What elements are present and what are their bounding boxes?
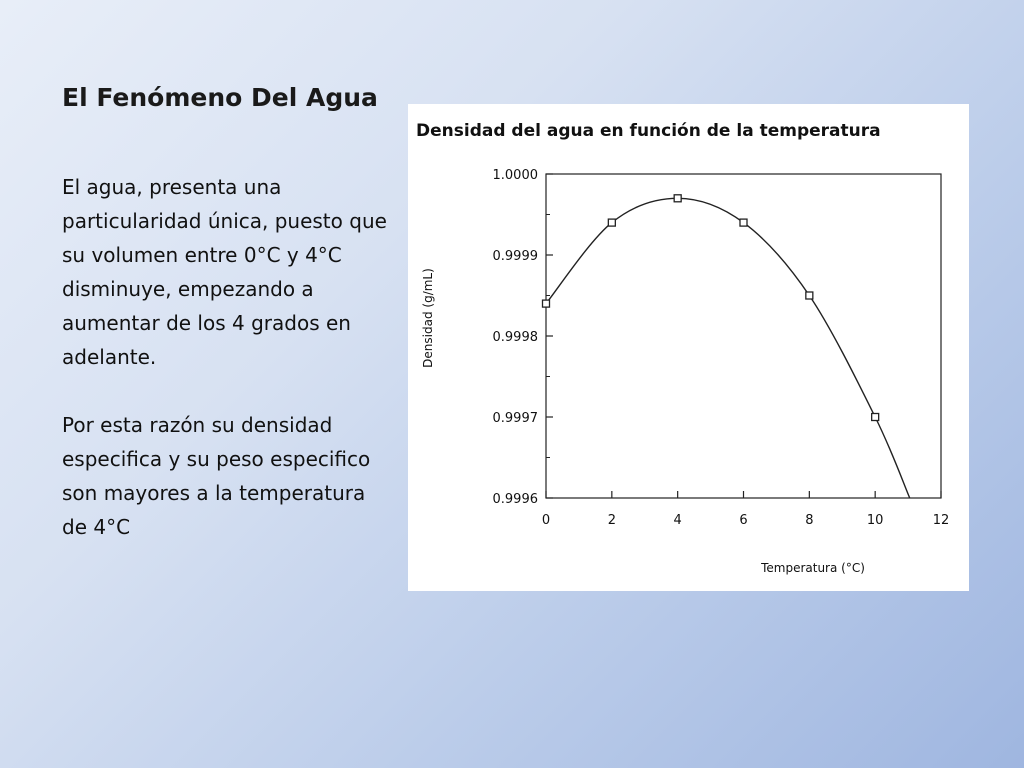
x-axis-label: Temperatura (°C): [761, 561, 865, 575]
data-point-marker: [674, 195, 681, 202]
slide-title: El Fenómeno Del Agua: [62, 83, 378, 112]
density-curve: [546, 198, 910, 498]
body-paragraph-2: Por esta razón su densidad especifica y su peso especifico son mayores a la temperatura de 4°C: [62, 413, 371, 539]
data-point-marker: [543, 300, 550, 307]
data-point-marker: [740, 219, 747, 226]
y-tick-label: 1.0000: [492, 168, 538, 183]
x-tick-label: 12: [932, 513, 950, 528]
y-tick-label: 0.9998: [492, 330, 538, 345]
body-paragraph-1: El agua, presenta una particularidad única, puesto que su volumen entre 0°C y 4°C disminuye, empezando a aumentar de los 4 grados en adelante.: [62, 175, 387, 369]
data-point-marker: [608, 219, 615, 226]
chart-title: Densidad del agua en función de la temperatura: [416, 121, 881, 141]
density-chart: [408, 104, 969, 591]
data-point-marker: [872, 414, 879, 421]
y-tick-label: 0.9997: [492, 411, 538, 426]
x-tick-label: 10: [866, 513, 884, 528]
y-axis-label: Densidad (g/mL): [421, 268, 435, 368]
y-tick-label: 0.9996: [492, 492, 538, 507]
x-tick-label: 8: [805, 513, 814, 528]
data-point-marker: [806, 292, 813, 299]
x-tick-label: 6: [739, 513, 748, 528]
slide-body: [62, 170, 392, 578]
x-tick-label: 2: [607, 513, 616, 528]
x-tick-label: 0: [541, 513, 551, 528]
y-tick-label: 0.9999: [492, 249, 538, 264]
x-tick-label: 4: [673, 513, 682, 528]
chart-svg: [408, 104, 969, 591]
